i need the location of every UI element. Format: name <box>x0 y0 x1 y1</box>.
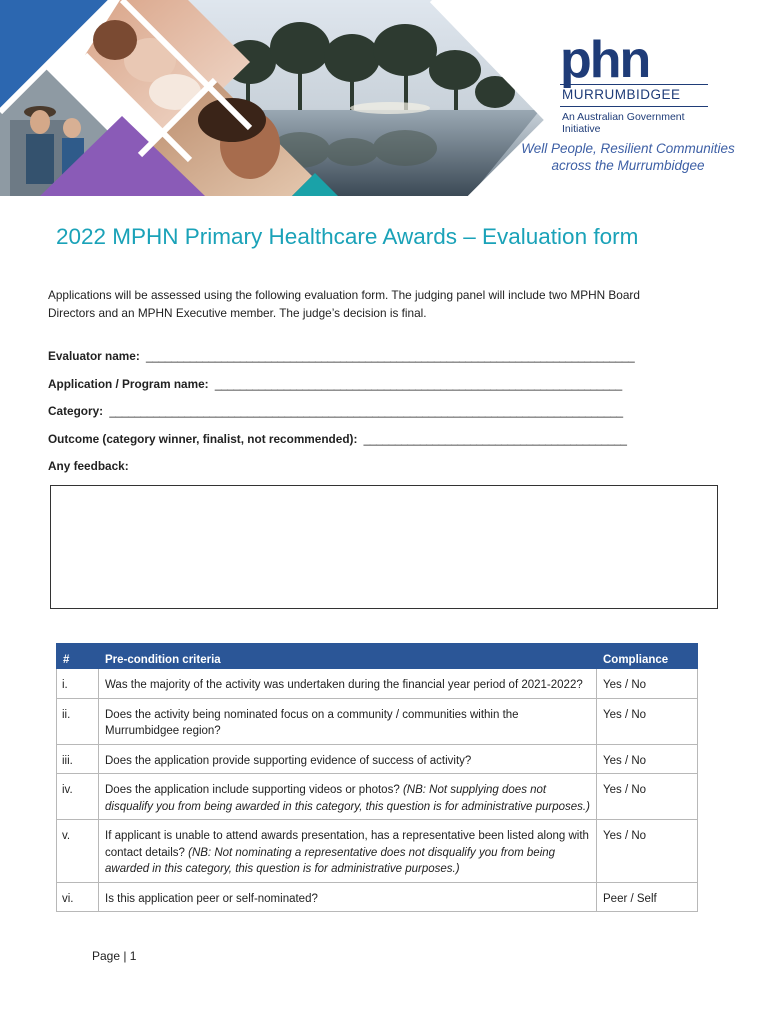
evaluator-name-field[interactable] <box>48 347 688 375</box>
criteria-text: Was the majority of the activity was undertaken during the financial year period of 2021-2022? <box>105 679 583 691</box>
criteria-text: Does the activity being nominated focus on a community / communities within the Murrumbidgee region? <box>105 708 519 737</box>
outcome-line: __________________________________________ <box>360 431 627 446</box>
row-compliance[interactable]: Yes / No <box>597 669 698 699</box>
logo-government-text: An Australian Government Initiative <box>560 106 708 135</box>
outcome-label: Outcome (category winner, finalist, not recommended): <box>48 431 358 446</box>
feedback-label: Any feedback: <box>48 459 129 473</box>
row-compliance[interactable]: Yes / No <box>597 820 698 883</box>
criteria-text: If applicant is unable to attend awards presentation, has a representative been listed along with contact details? <box>105 830 589 859</box>
table-row <box>57 820 698 883</box>
evaluator-fields <box>48 347 688 485</box>
criteria-text: Does the application include supporting videos or photos? <box>105 784 400 796</box>
program-name-field[interactable] <box>48 375 688 403</box>
row-criteria <box>99 820 597 883</box>
table-row <box>57 698 698 744</box>
header-criteria: Pre-condition criteria <box>99 644 597 669</box>
evaluator-name-line: ______________________________________________________________________________ <box>143 349 635 363</box>
row-number: vi. <box>57 882 99 912</box>
header-banner <box>0 0 770 196</box>
table-row <box>57 882 698 912</box>
outcome-field[interactable] <box>48 430 688 458</box>
program-name-line: _________________________________________________________________ <box>211 376 622 391</box>
page-number: Page | 1 <box>92 949 137 963</box>
phn-logo <box>560 31 720 135</box>
row-number: iii. <box>57 744 99 774</box>
row-criteria <box>99 774 597 820</box>
evaluator-name-label: Evaluator name: <box>48 349 140 363</box>
row-compliance[interactable]: Peer / Self <box>597 882 698 912</box>
criteria-note: (NB: Not supplying does not disqualify you from being awarded in this category, this question is for administrative purposes.) <box>105 784 590 813</box>
row-criteria <box>99 882 597 912</box>
category-line: __________________________________________________________________________________ <box>106 404 623 418</box>
row-number: ii. <box>57 698 99 744</box>
criteria-text: Does the application provide supporting evidence of success of activity? <box>105 754 472 767</box>
row-compliance[interactable]: Yes / No <box>597 774 698 820</box>
row-number: v. <box>57 820 99 883</box>
tagline <box>510 140 746 174</box>
row-number: i. <box>57 669 99 699</box>
table-row <box>57 669 698 699</box>
row-number: iv. <box>57 774 99 820</box>
header-compliance: Compliance <box>597 644 698 669</box>
header-num: # <box>57 644 99 669</box>
logo-region-text: MURRUMBIDGEE <box>560 84 708 102</box>
row-criteria <box>99 698 597 744</box>
feedback-textbox[interactable] <box>50 485 718 609</box>
category-label: Category: <box>48 404 104 418</box>
row-criteria <box>99 744 597 774</box>
tagline-line-1: Well People, Resilient Communities <box>521 141 735 156</box>
criteria-text: Is this application peer or self-nominated? <box>105 892 318 905</box>
tagline-line-2: across the Murrumbidgee <box>551 158 705 173</box>
category-field[interactable] <box>48 402 688 430</box>
page-title: 2022 MPHN Primary Healthcare Awards – Evaluation form <box>56 224 639 249</box>
logo-phn-text: phn <box>560 31 650 89</box>
precondition-criteria-table <box>56 643 698 912</box>
feedback-field <box>48 457 688 485</box>
table-row <box>57 744 698 774</box>
table-row <box>57 774 698 820</box>
program-name-label: Application / Program name: <box>48 376 209 391</box>
row-compliance[interactable]: Yes / No <box>597 698 698 744</box>
row-compliance[interactable]: Yes / No <box>597 744 698 774</box>
row-criteria <box>99 669 597 699</box>
table-header-row <box>57 644 698 669</box>
criteria-note: (NB: Not nominating a representative does not disqualify you from being awarded in this category, this question is for administrative purposes.) <box>105 846 556 875</box>
intro-paragraph: Applications will be assessed using the following evaluation form. The judging panel will include two MPHN Board Directors and an MPHN Executive member. The judge’s decision is final. <box>48 288 640 320</box>
